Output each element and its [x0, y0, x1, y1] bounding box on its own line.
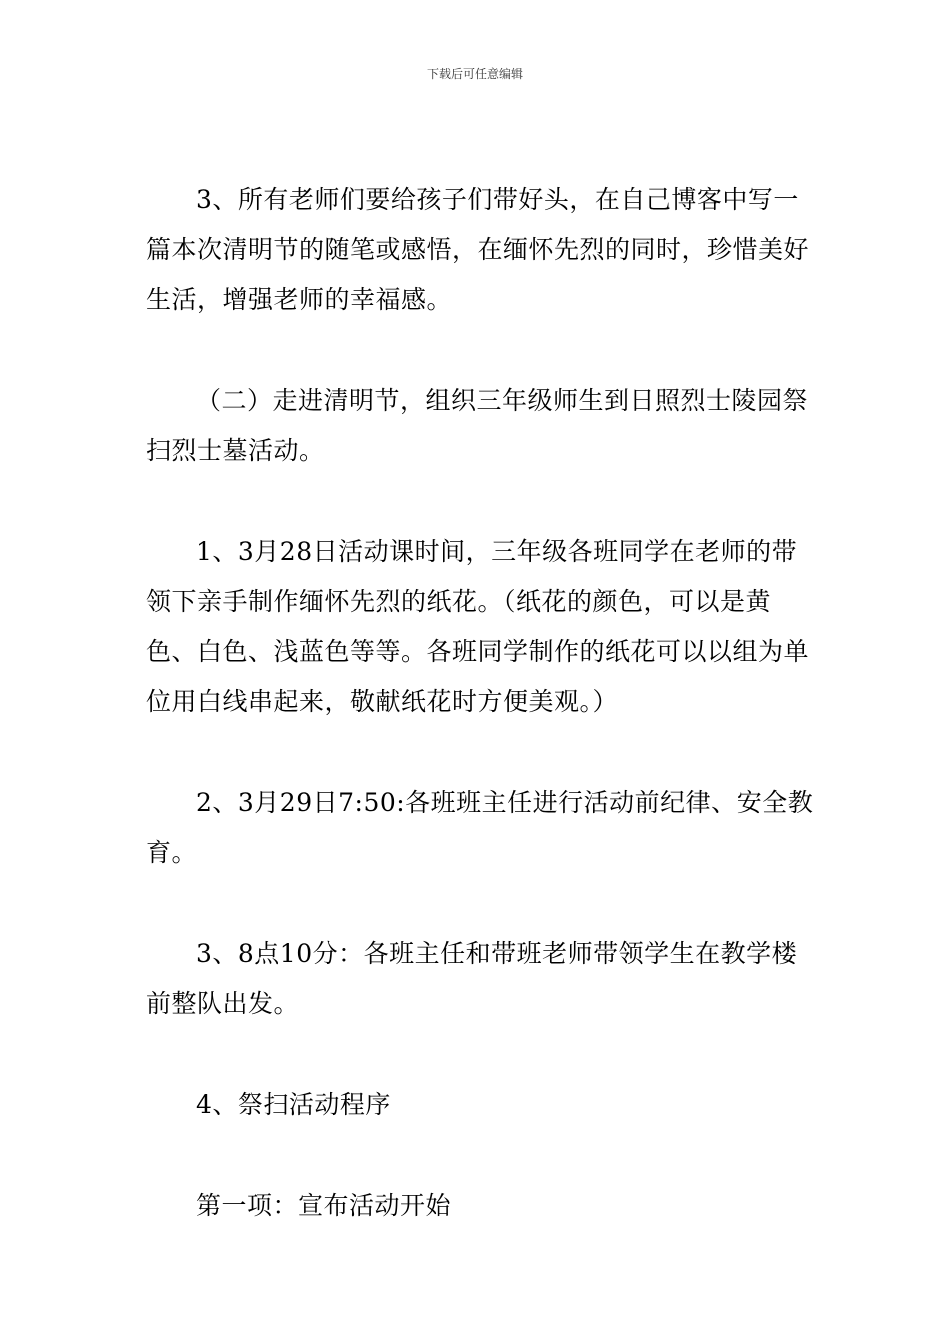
- header-note: 下载后可任意编辑: [426, 67, 523, 81]
- paragraph-departure: 3、8点10分：各班主任和带班老师带领学生在教学楼前整队出发。: [146, 939, 798, 1018]
- paragraph-gap: [146, 1029, 816, 1080]
- paragraph-gap: [146, 325, 816, 376]
- paragraph-gap: [146, 878, 816, 929]
- document-body: [146, 175, 816, 1231]
- paragraph-section-two: （二）走进清明节，组织三年级师生到日照烈士陵园祭扫烈士墓活动。: [146, 386, 809, 465]
- paragraph-gap: [146, 476, 816, 527]
- paragraph-paper-flowers: 1、3月28日活动课时间，三年级各班同学在老师的带领下亲手制作缅怀先烈的纸花。（纸花的颜色，可以是黄色、白色、浅蓝色等等。各班同学制作的纸花可以以组为单位用白线串起来，敬献纸花时方便美观。）: [146, 537, 810, 716]
- paragraph-teacher-blog: 3、所有老师们要给孩子们带好头，在自己博客中写一篇本次清明节的随笔或感悟，在缅怀先烈的同时，珍惜美好生活，增强老师的幸福感。: [146, 185, 810, 314]
- paragraph-gap: [146, 1130, 816, 1181]
- paragraph-item-one: 第一项：宣布活动开始: [196, 1191, 452, 1220]
- paragraph-procedure: 4、祭扫活动程序: [196, 1090, 391, 1119]
- paragraph-safety-education: 2、3月29日7:50:各班班主任进行活动前纪律、安全教育。: [146, 788, 814, 867]
- paragraph-gap: [146, 727, 816, 778]
